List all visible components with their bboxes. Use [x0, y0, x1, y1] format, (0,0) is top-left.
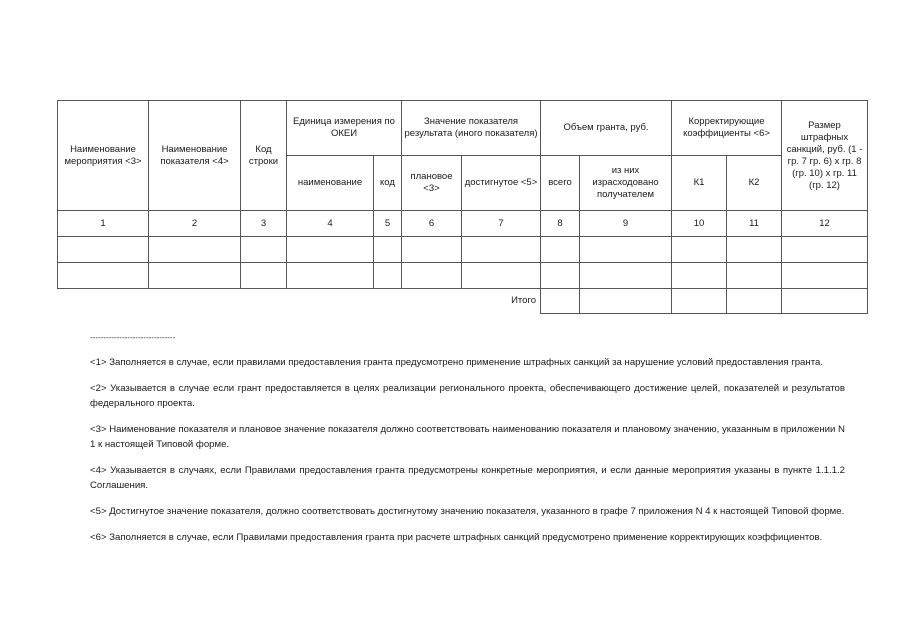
- table-cell: [149, 263, 241, 289]
- header-line-code: Код строки: [241, 101, 287, 211]
- column-number: 2: [149, 211, 241, 237]
- table-cell: [241, 263, 287, 289]
- footnote-4: <4> Указывается в случаях, если Правилами предоставления гранта предусмотрены конкретные мероприятия, и если данные мероприятия указаны в пункте 1.1.1.2 Соглашения.: [90, 465, 845, 491]
- header-unit-group: Единица измерения по ОКЕИ: [287, 101, 402, 156]
- total-cell: [672, 289, 727, 314]
- footnote-2: <2> Указывается в случае если грант предоставляется в целях реализации регионального проекта, обеспечивающего достижение целей, показателей и результатов федерального проекта.: [90, 383, 845, 409]
- header-value-achieved: достигнутое <5>: [462, 156, 541, 211]
- table-cell: [727, 237, 782, 263]
- column-number-row: [58, 211, 868, 237]
- footnote-3: <3> Наименование показателя и плановое значение показателя должно соответствовать наименованию показателя и плановому значению, указанным в приложении N 1 к настоящей Типовой форме.: [90, 424, 845, 450]
- table-cell: [241, 237, 287, 263]
- table-cell: [580, 237, 672, 263]
- column-number: 1: [58, 211, 149, 237]
- table-cell: [782, 237, 868, 263]
- column-number: 12: [782, 211, 868, 237]
- header-value-planned: плановое <3>: [402, 156, 462, 211]
- footnote-5: <5> Достигнутое значение показателя, должно соответствовать достигнутому значению показателя, указанного в графе 7 приложения N 4 к настоящей Типовой форме.: [90, 506, 845, 517]
- header-value-group: Значение показателя результата (иного показателя): [402, 101, 541, 156]
- column-number: 4: [287, 211, 374, 237]
- header-coef-group: Корректирующие коэффициенты <6>: [672, 101, 782, 156]
- table-cell: [782, 263, 868, 289]
- penalty-calculation-table: [57, 100, 868, 314]
- column-number: 8: [541, 211, 580, 237]
- total-cell: [541, 289, 580, 314]
- table-cell: [462, 263, 541, 289]
- header-row-top: [58, 101, 868, 156]
- table-cell: [402, 263, 462, 289]
- table-cell: [580, 263, 672, 289]
- table-cell: [672, 263, 727, 289]
- column-number: 5: [374, 211, 402, 237]
- table-cell: [541, 237, 580, 263]
- header-unit-code: код: [374, 156, 402, 211]
- table-cell: [541, 263, 580, 289]
- total-row: [58, 289, 868, 314]
- footnote-1: <1> Заполняется в случае, если правилами предоставления гранта предусмотрено применение штрафных санкций за нарушение условий предоставления гранта.: [90, 357, 823, 368]
- table-cell: [287, 237, 374, 263]
- table-cell: [149, 237, 241, 263]
- total-cell: [727, 289, 782, 314]
- header-coef-k1: К1: [672, 156, 727, 211]
- table-cell: [58, 237, 149, 263]
- header-volume-spent: из них израсходовано получателем: [580, 156, 672, 211]
- table-cell: [402, 237, 462, 263]
- column-number: 9: [580, 211, 672, 237]
- footnotes-section: [90, 330, 845, 556]
- table-cell: [374, 237, 402, 263]
- header-activity-name: Наименование мероприятия <3>: [58, 101, 149, 211]
- table-row: [58, 237, 868, 263]
- header-indicator-name: Наименование показателя <4>: [149, 101, 241, 211]
- total-cell: [782, 289, 868, 314]
- header-coef-k2: К2: [727, 156, 782, 211]
- table-row: [58, 263, 868, 289]
- header-volume-group: Объем гранта, руб.: [541, 101, 672, 156]
- table-cell: [462, 237, 541, 263]
- total-cell: [580, 289, 672, 314]
- footnote-separator: --------------------------------: [90, 333, 176, 342]
- column-number: 11: [727, 211, 782, 237]
- table-cell: [58, 263, 149, 289]
- total-label: Итого: [511, 295, 536, 307]
- table-cell: [672, 237, 727, 263]
- column-number: 7: [462, 211, 541, 237]
- header-unit-name: наименование: [287, 156, 374, 211]
- header-volume-total: всего: [541, 156, 580, 211]
- table-cell: [727, 263, 782, 289]
- column-number: 10: [672, 211, 727, 237]
- table-cell: [374, 263, 402, 289]
- table-cell: [287, 263, 374, 289]
- column-number: 3: [241, 211, 287, 237]
- column-number: 6: [402, 211, 462, 237]
- header-penalty: Размер штрафных санкций, руб. (1 - гр. 7 гр. 6) x гр. 8 (гр. 10) x гр. 11 (гр. 12): [782, 101, 868, 211]
- footnote-6: <6> Заполняется в случае, если Правилами предоставления гранта при расчете штрафных санкций предусмотрено применение корректирующих коэффициентов.: [90, 532, 823, 543]
